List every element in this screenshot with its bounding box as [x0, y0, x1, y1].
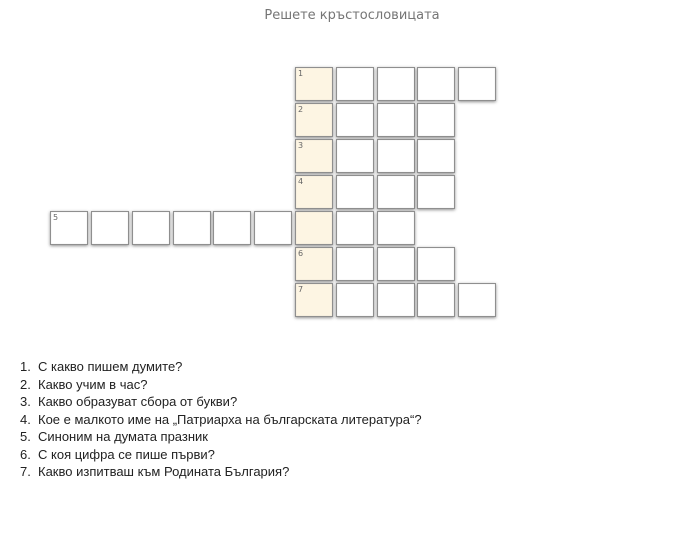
clue-number: 5.: [20, 429, 31, 444]
crossword-cell[interactable]: [50, 211, 88, 245]
clue-number: 3.: [20, 394, 31, 409]
cell-number: 5: [53, 213, 59, 222]
key-cell[interactable]: [295, 103, 333, 137]
clue-text: С какво пишем думите?: [38, 359, 183, 374]
crossword-cell[interactable]: [91, 211, 129, 245]
cell-number: 6: [298, 249, 304, 258]
crossword-cell[interactable]: [417, 247, 455, 281]
crossword-cell[interactable]: [336, 103, 374, 137]
cell-number: 3: [298, 141, 304, 150]
clue-text: Кое е малкото име на „Патриарха на българската литература“?: [38, 411, 422, 427]
crossword-cell[interactable]: [417, 283, 455, 317]
crossword-cell[interactable]: [417, 139, 455, 173]
clue-item: [20, 411, 422, 429]
clue-text: Какво образуват сбора от букви?: [38, 394, 238, 409]
clue-text: Какво учим в час?: [38, 376, 148, 392]
crossword-cell[interactable]: [377, 247, 415, 281]
crossword-cell[interactable]: [336, 247, 374, 281]
crossword-cell[interactable]: [377, 67, 415, 101]
key-cell[interactable]: [295, 211, 333, 245]
clue-number: 4.: [20, 411, 31, 427]
key-cell[interactable]: [295, 67, 333, 101]
clue-item: [20, 428, 422, 446]
clue-item: [20, 393, 422, 411]
clue-item: [20, 358, 422, 376]
crossword-cell[interactable]: [377, 283, 415, 317]
crossword-cell[interactable]: [132, 211, 170, 245]
clue-number: 6.: [20, 446, 31, 462]
key-cell[interactable]: [295, 139, 333, 173]
crossword-cell[interactable]: [377, 211, 415, 245]
crossword-cell[interactable]: [336, 67, 374, 101]
clue-number: 1.: [20, 359, 31, 374]
clue-text: Синоним на думата празник: [38, 429, 208, 444]
crossword-cell[interactable]: [336, 211, 374, 245]
key-cell[interactable]: [295, 283, 333, 317]
clue-number: 7.: [20, 464, 31, 479]
clue-number: 2.: [20, 376, 31, 392]
crossword-cell[interactable]: [417, 67, 455, 101]
clue-item: [20, 446, 422, 464]
clue-list: [20, 358, 422, 481]
crossword-cell[interactable]: [417, 175, 455, 209]
crossword-cell[interactable]: [213, 211, 251, 245]
page-title: Решете кръстословицата: [264, 8, 440, 23]
clue-text: Какво изпитваш към Родината България?: [38, 464, 290, 479]
key-cell[interactable]: [295, 247, 333, 281]
crossword-cell[interactable]: [377, 103, 415, 137]
cell-number: 1: [298, 69, 304, 78]
cell-number: 2: [298, 105, 304, 114]
crossword-cell[interactable]: [173, 211, 211, 245]
crossword-cell[interactable]: [458, 283, 496, 317]
crossword-cell[interactable]: [336, 139, 374, 173]
crossword-cell[interactable]: [336, 283, 374, 317]
clue-item: [20, 463, 422, 481]
clue-item: [20, 376, 422, 394]
clue-text: С коя цифра се пише първи?: [38, 446, 215, 462]
cell-number: 7: [298, 285, 304, 294]
key-cell[interactable]: [295, 175, 333, 209]
crossword-cell[interactable]: [377, 175, 415, 209]
crossword-cell[interactable]: [377, 139, 415, 173]
crossword-cell[interactable]: [336, 175, 374, 209]
crossword-cell[interactable]: [458, 67, 496, 101]
crossword-cell[interactable]: [254, 211, 292, 245]
cell-number: 4: [298, 177, 304, 186]
crossword-cell[interactable]: [417, 103, 455, 137]
